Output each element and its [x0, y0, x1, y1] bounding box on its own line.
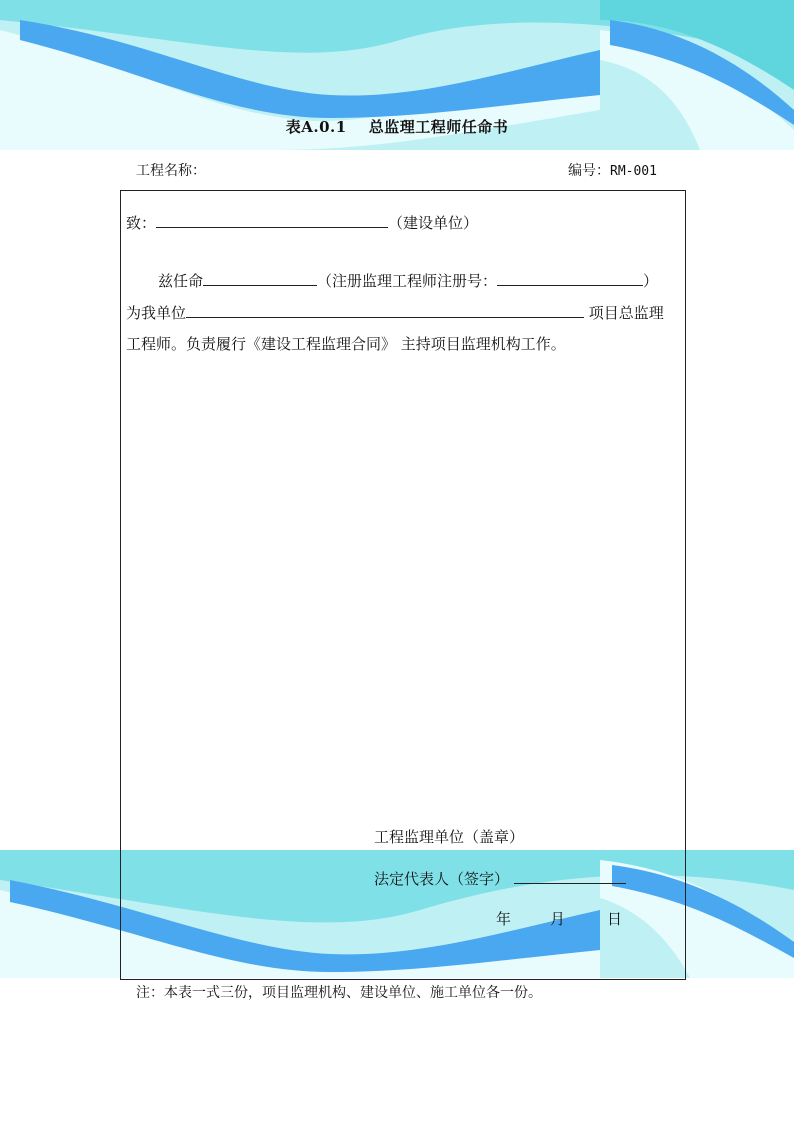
appoint-close: ）	[643, 272, 659, 290]
project-name-label: 工程名称：	[136, 163, 206, 179]
footnote: 注：本表一式三份，项目监理机构、建设单位、施工单位各一份。	[136, 985, 542, 1001]
form-title-text: 总监理工程师任命书	[368, 118, 509, 136]
recipient-line	[126, 212, 478, 233]
date-day-label: 日	[607, 910, 623, 928]
appointment-line	[158, 270, 658, 291]
to-suffix: （建设单位）	[388, 214, 479, 232]
appoint-registration-label: （注册监理工程师注册号：	[317, 272, 498, 290]
legal-rep-label: 法定代表人（签字）	[374, 870, 510, 888]
form-title	[0, 116, 794, 137]
duty-text: 工程师。负责履行《建设工程监理合同》 主持项目监理机构工作。	[126, 335, 566, 353]
form-number	[568, 160, 657, 180]
signature-blank[interactable]	[514, 868, 626, 884]
project-name-blank[interactable]	[186, 302, 584, 318]
legal-rep-line	[374, 868, 626, 889]
registration-number-blank[interactable]	[497, 270, 643, 286]
appointee-name-blank[interactable]	[203, 270, 317, 286]
date-year-label: 年	[496, 910, 512, 928]
unit-line	[126, 302, 664, 323]
form-title-code: 表A.0.1	[285, 118, 347, 136]
to-label: 致：	[126, 214, 157, 232]
appoint-prefix: 兹任命	[158, 272, 204, 290]
unit-prefix: 为我单位	[126, 304, 187, 322]
unit-suffix: 项目总监理	[588, 304, 664, 322]
form-number-value: RM-001	[610, 164, 657, 179]
date-month-label: 月	[550, 910, 566, 928]
sign-unit-label: 工程监理单位（盖章）	[374, 828, 525, 846]
client-unit-blank[interactable]	[156, 212, 388, 228]
form-number-label: 编号：	[568, 163, 610, 179]
